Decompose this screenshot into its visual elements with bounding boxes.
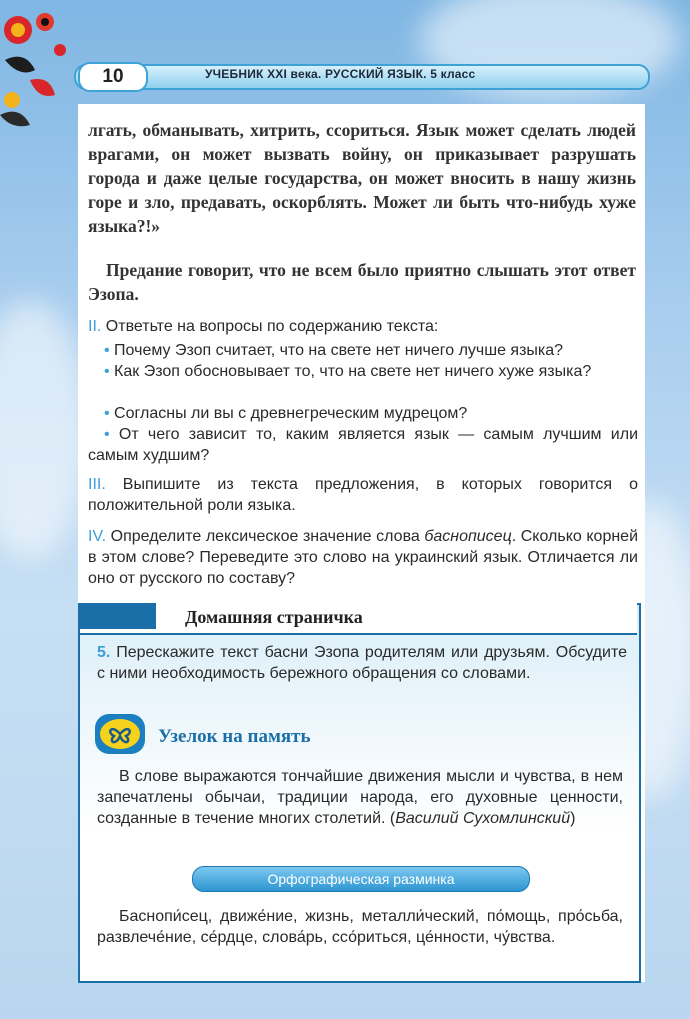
cloud-decoration (0, 300, 90, 560)
task-4-word: баснописец (424, 528, 512, 545)
task-2 (88, 316, 638, 337)
header-title: УЧЕБНИК XXI века. РУССКИЙ ЯЗЫК. 5 класс (205, 67, 476, 81)
memo-author: Василий Сухомлинский (395, 810, 571, 827)
memo-quote-end: ) (570, 810, 576, 827)
bullet-icon: • (104, 405, 110, 422)
task-4 (88, 526, 638, 589)
floral-ornament-icon (0, 0, 80, 130)
task-3 (88, 474, 638, 516)
task-5-number: 5. (97, 644, 111, 661)
task-3-number: III. (88, 476, 106, 493)
paragraph-legend: Предание говорит, что не всем было приятно слышать этот ответ Эзопа. (88, 260, 636, 304)
question-4-text: От чего зависит то, каким является язык — самым лучшим или самым худшим? (88, 426, 638, 464)
question-2 (88, 361, 638, 382)
bullet-icon: • (104, 342, 110, 359)
task-4-text-post: . Сколько корней в этом слове? Переведите это слово на украинский язык. Отличается ли оно от русского по составу? (88, 528, 639, 587)
paragraph-quote: лгать, обманывать, хитрить, ссориться. Язык может сделать людей врагами, он может вызвать войну, он приказывает разрушать города и даже целые государства, он может вносить в нашу жизнь горе и зло, предавать, оскорблять. Может ли быть что-нибудь хуже языка?!» (88, 120, 636, 236)
question-3 (88, 403, 638, 424)
task-4-number: IV. (88, 528, 107, 545)
page-number: 10 (78, 62, 148, 92)
memo-quote (97, 766, 623, 829)
task-5-text: Перескажите текст басни Эзопа родителям или друзьям. Обсудите с ними необходимость бережного обращения со словами. (97, 644, 627, 682)
home-page-tab-accent (78, 603, 156, 629)
memo-quote-text: В слове выражаются тончайшие движения мысли и чувства, в нем запечатлены обычаи, традиции народа, его духовные ценности, созданные в течение многих столетий. ( (97, 768, 623, 827)
task-3-text: Выпишите из текста предложения, в которых говорится о положительной роли языка. (88, 476, 638, 514)
knot-icon (104, 722, 136, 746)
question-1-text: Почему Эзоп считает, что на свете нет ничего лучше языка? (109, 342, 564, 359)
question-2-text: Как Эзоп обосновывает то, что на свете нет ничего хуже языка? (109, 363, 592, 380)
task-4-text-pre: Определите лексическое значение слова (106, 528, 425, 545)
question-4 (88, 424, 638, 466)
memo-title: Узелок на память (158, 726, 311, 747)
question-1 (88, 340, 638, 361)
task-5 (97, 642, 627, 684)
bullet-icon: • (104, 363, 110, 380)
question-3-text: Согласны ли вы с древнегреческим мудрецом? (109, 405, 468, 422)
task-2-number: II. (88, 318, 102, 335)
ortho-title: Орфографическая разминка (192, 866, 530, 892)
task-2-text: Ответьте на вопросы по содержанию текста: (101, 318, 439, 335)
ortho-words: Баснопи́сец, движе́ние, жизнь, металли́ческий, по́мощь, про́сьба, развлече́ние, се́рдце, слова́рь, ссо́риться, це́нности, чу́вства. (97, 908, 623, 946)
home-page-title: Домашняя страничка (185, 607, 363, 627)
bullet-icon: • (104, 426, 110, 443)
